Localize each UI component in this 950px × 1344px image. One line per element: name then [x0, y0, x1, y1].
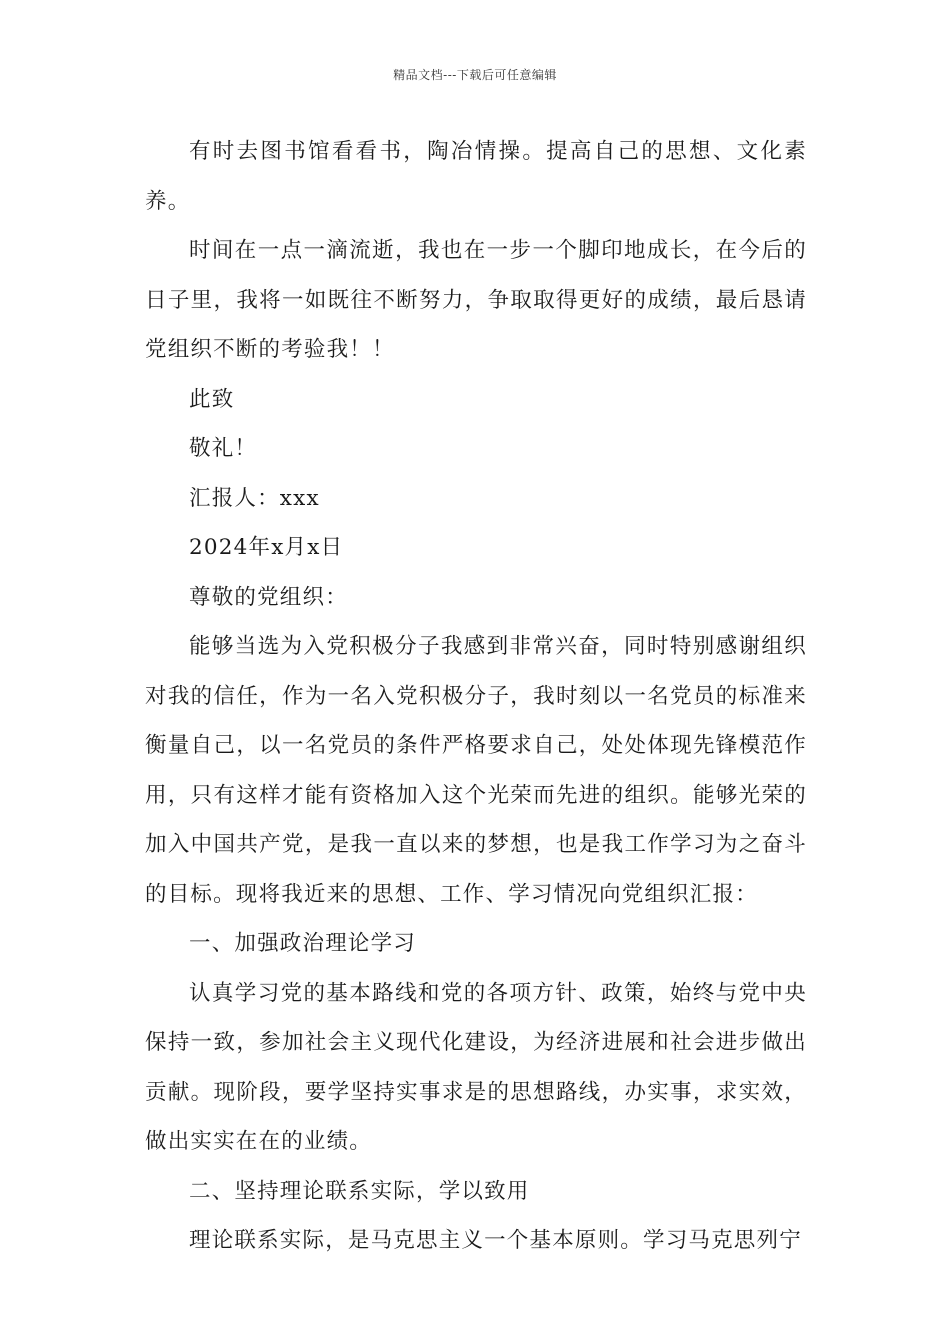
section-heading-2: 二、坚持理论联系实际，学以致用	[189, 1178, 530, 1204]
section-heading-1: 一、加强政治理论学习	[189, 931, 417, 956]
document-body	[145, 127, 807, 1266]
paragraph-growth: 时间在一点一滴流逝，我也在一步一个脚印地成长，在今后的日子里，我将一如既往不断努力，争取取得更好的成绩，最后恳请党组织不断的考验我！！	[145, 238, 807, 362]
paragraph-library-reading: 有时去图书馆看看书，陶冶情操。提高自己的思想、文化素养。	[145, 139, 807, 214]
reporter-line: 汇报人：xxx	[189, 485, 320, 511]
closing-salutation: 此致	[189, 386, 235, 412]
page-header: 精品文档---下载后可任意编辑	[393, 68, 557, 82]
paragraph-section-2: 理论联系实际，是马克思主义一个基本原则。学习马克思列宁	[189, 1228, 802, 1253]
paragraph-section-1: 认真学习党的基本路线和党的各项方针、政策，始终与党中央保持一致，参加社会主义现代化建设，为经济进展和社会进步做出贡献。现阶段，要学坚持实事求是的思想路线，办实事，求实效，做出实实在在的业绩。	[145, 980, 807, 1154]
closing-respect: 敬礼！	[189, 436, 258, 461]
paragraph-introduction: 能够当选为入党积极分子我感到非常兴奋，同时特别感谢组织对我的信任，作为一名入党积极分子，我时刻以一名党员的标准来衡量自己，以一名党员的条件严格要求自己，处处体现先锋模范作用，只有这样才能有资格加入这个光荣而先进的组织。能够光荣的加入中国共产党，是我一直以来的梦想，也是我工作学习为之奋斗的目标。现将我近来的思想、工作、学习情况向党组织汇报：	[145, 634, 807, 907]
date-line: 2024年x月x日	[189, 535, 344, 560]
greeting-line: 尊敬的党组织：	[189, 584, 348, 610]
